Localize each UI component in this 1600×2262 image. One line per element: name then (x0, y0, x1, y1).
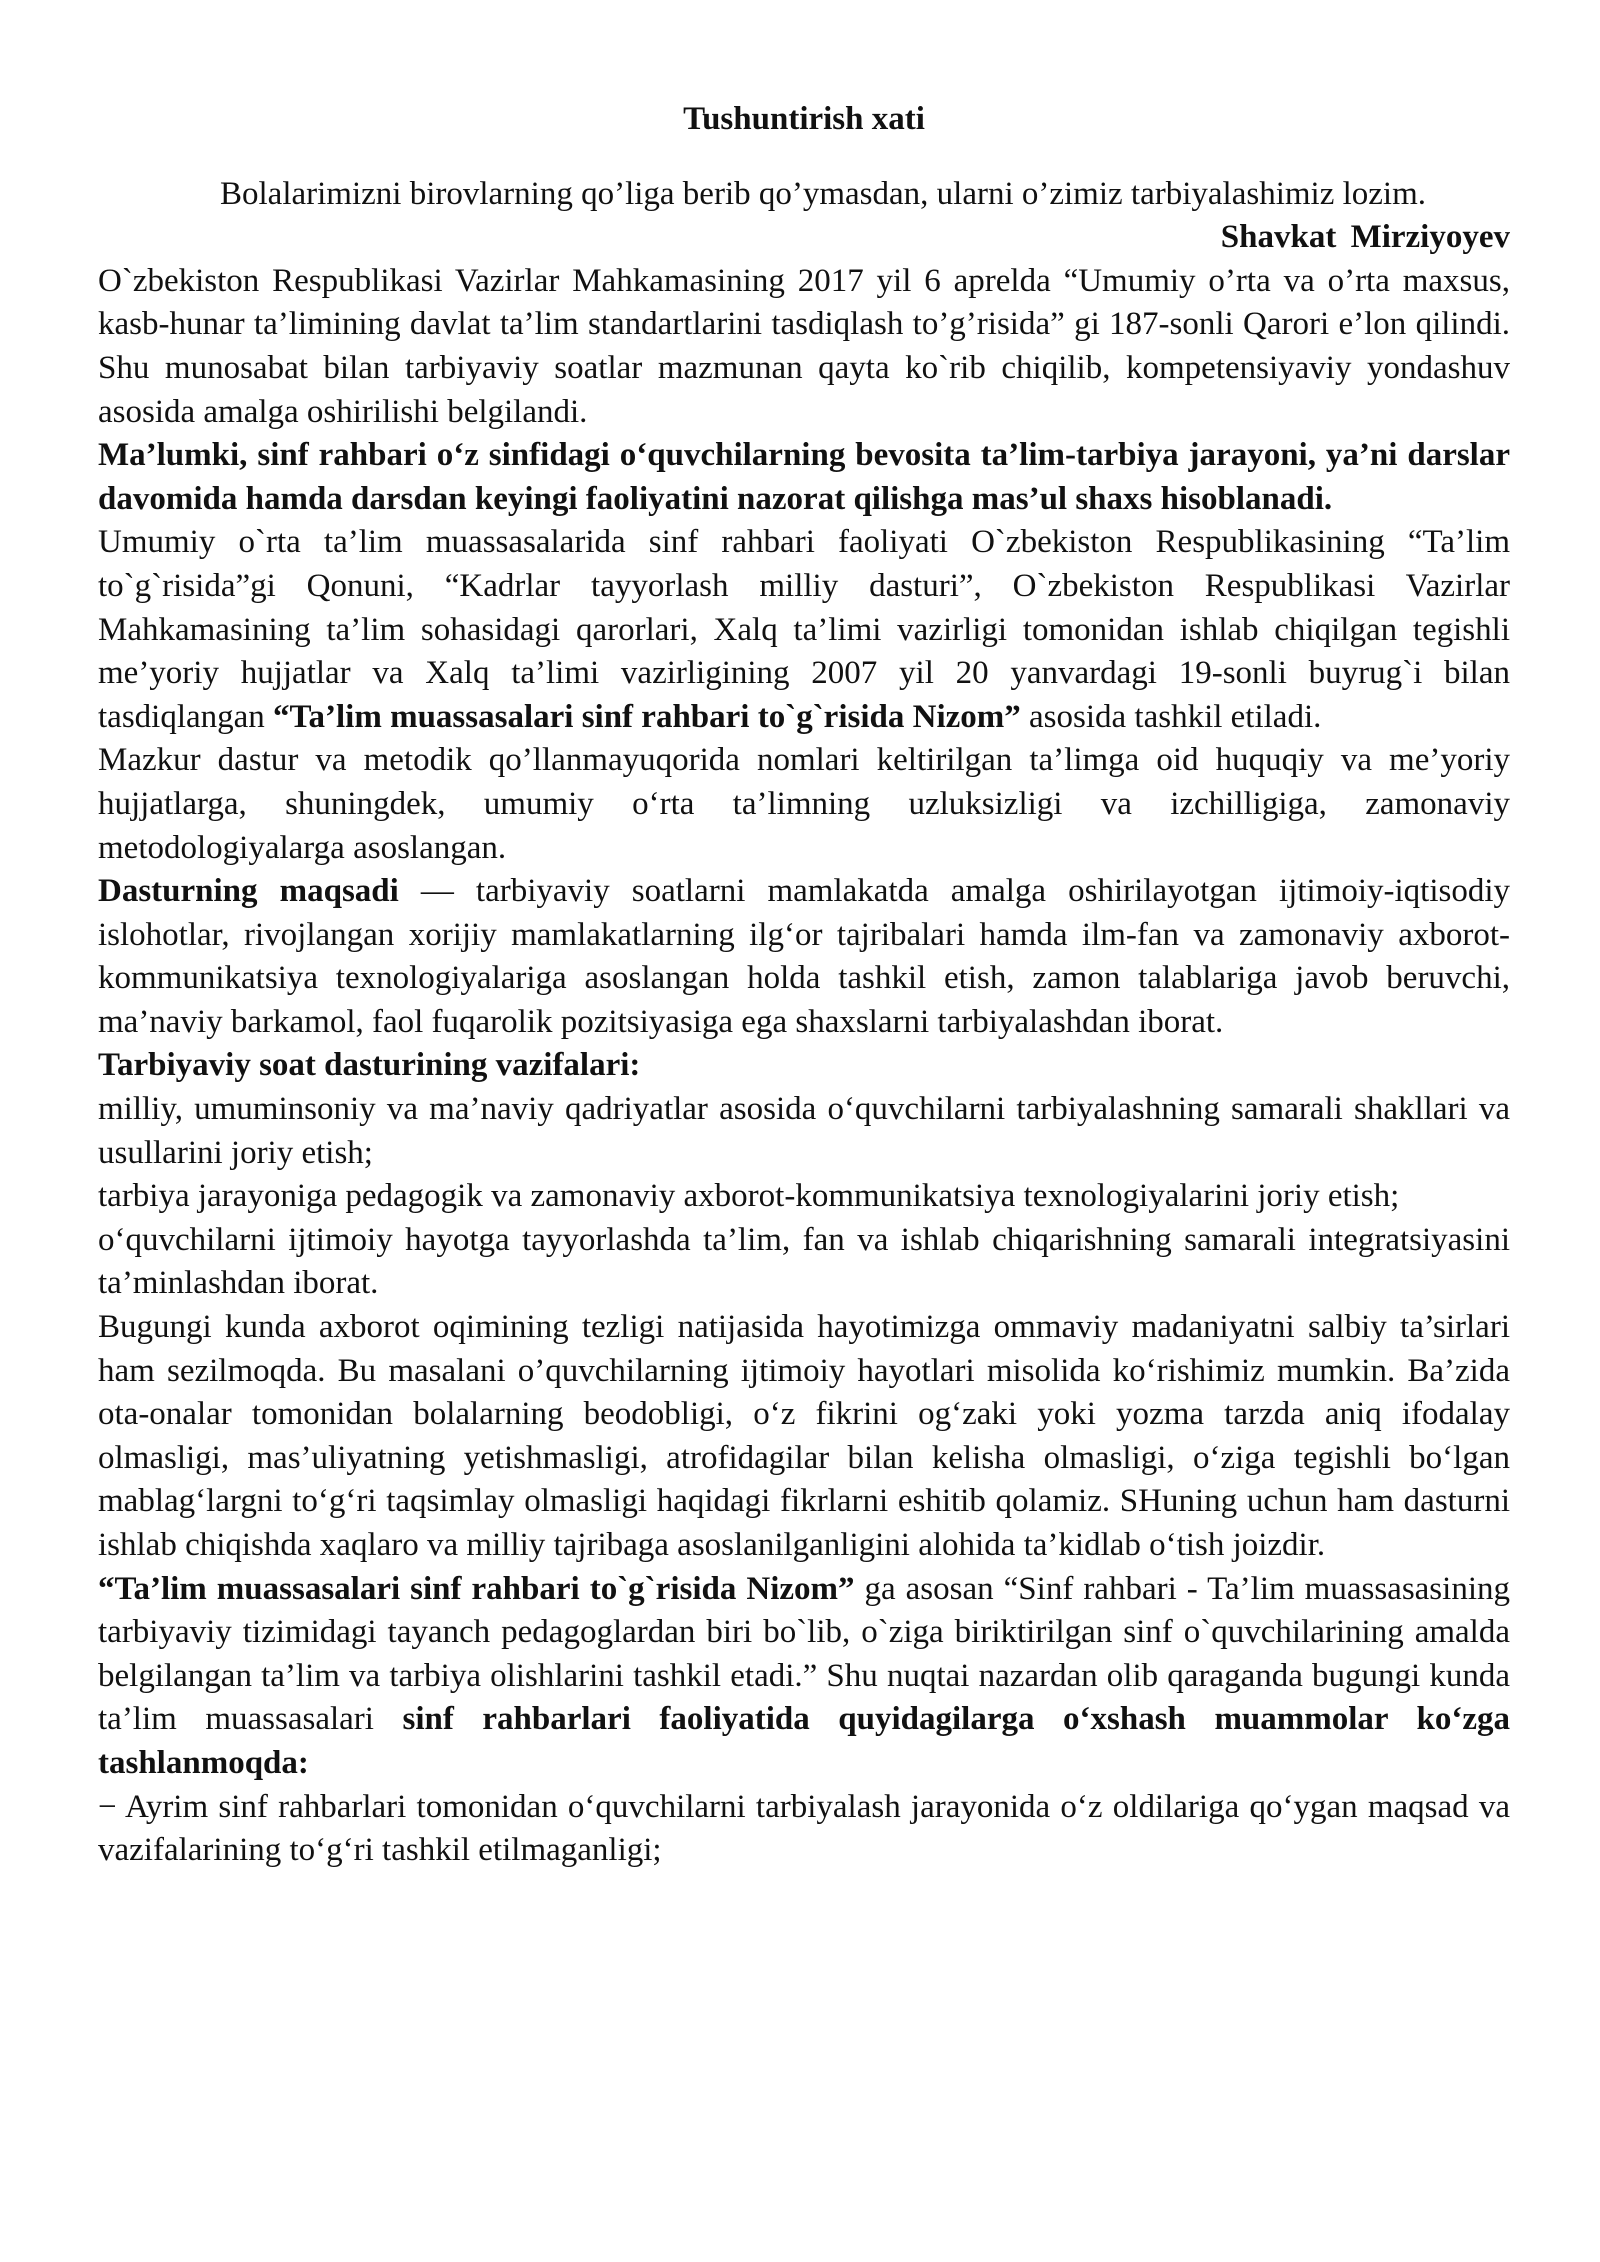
task-item: oʻquvchilarni ijtimoiy hayotga tayyorlashda ta’lim, fan va ishlab chiqarishning samarali integratsiyasini ta’minlashdan iborat. (98, 1221, 1510, 1302)
tasks-heading (98, 1044, 1510, 1088)
bold-statement: Ma’lumki, sinf rahbari oʻz sinfidagi oʻquvchilarning bevosita ta’lim-tarbiya jarayoni, ya’ni darslar davomida hamda darsdan keyingi faoliyatini nazorat qilishga mas’ul shaxs hisoblanadi. (98, 437, 1510, 517)
legal-basis-text: Umumiy o`rta ta’lim muassasalarida sinf rahbari faoliyati O`zbekiston Respublikasining “Ta’lim to`g`risida”gi Qonuni, “Kadrlar tayyorlash milliy dasturi”, O`zbekiston Respublikasi Vazirlar Mahkamasining ta’lim sohasidagi qarorlari, Xalq ta’limi vazirligi tomonidan ishlab chiqilgan tegishli me’yoriy hujjatlar va Xalq ta’limi vazirligining 2007 yil 20 yanvardagi 19-sonli buyrug`i bilan tasdiqlangan (98, 524, 1510, 735)
document-page (98, 98, 1510, 1873)
paragraph-regulation-quote (98, 1568, 1510, 1786)
regulation-title: “Ta’lim muassasalari sinf rahbari to`g`risida Nizom” (98, 1570, 855, 1607)
task-item: tarbiya jarayoniga pedagogik va zamonaviy axborot-kommunikatsiya texnologiyalarini joriy etish; (98, 1178, 1400, 1215)
paragraph-legal-basis (98, 521, 1510, 739)
problems-intro: sinf rahbarlari faoliyatida quyidagilarga oʻxshash muammolar koʻzga tashlanmoqda: (98, 1701, 1511, 1781)
epigraph: Bolalarimizni birovlarning qo’liga berib qo’ymasdan, ularni o’zimiz tarbiyalashimiz lozim. (220, 175, 1426, 212)
program-goal-text: — tarbiyaviy soatlarni mamlakatda amalga oshirilayotgan ijtimoiy-iqtisodiy islohotlar, rivojlangan xorijiy mamlakatlarning ilgʻor tajribalari hamda ilm-fan va zamonaviy axborot-kommunikatsiya texnologiyalariga asoslangan holda tashkil etish, zamon talablariga javob beruvchi, ma’naviy barkamol, faol fuqarolik pozitsiyasiga ega shaxslarni tarbiyalashdan iborat. (98, 873, 1510, 1040)
paragraph-program-goal (98, 870, 1510, 1044)
document-title: Tushuntirish xati (683, 101, 925, 137)
paragraph-media-influence: Bugungi kunda axborot oqimining tezligi natijasida hayotimizga ommaviy madaniyatni salbiy ta’sirlari ham sezilmoqda. Bu masalani o’quvchilarning ijtimoiy hayotlari misolida koʻrishimiz mumkin. Ba’zida ota-onalar tomonidan bolalarning beodobligi, oʻz fikrini ogʻzaki yoki yozma tarzda aniq ifodalay olmasligi, mas’uliyatning yetishmasligi, atrofidagilar bilan kelisha olmasligi, oʻziga tegishli boʻlgan mablagʻlargni toʻgʻri taqsimlay olmasligi haqidagi fikrlarni eshitib qolamiz. SHuning uchun ham dasturni ishlab chiqishda xaqlaro va milliy tajribaga asoslanilganligini alohida ta’kidlab oʻtish joizdir. (98, 1309, 1510, 1563)
epigraph-author: Shavkat Mirziyoyev (1220, 219, 1510, 256)
regulation-title: “Ta’lim muassasalari sinf rahbari to`g`risida Nizom” (273, 698, 1021, 735)
legal-basis-tail: asosida tashkil etiladi. (1020, 698, 1322, 735)
tasks-heading-text: Tarbiyaviy soat dasturining vazifalari: (98, 1047, 641, 1084)
problem-item: − Ayrim sinf rahbarlari tomonidan oʻquvchilarni tarbiyalash jarayonida oʻz oldilariga qoʻygan maqsad va vazifalarining toʻgʻri tashkil etilmaganligi; (98, 1788, 1510, 1869)
program-goal-label: Dasturning maqsadi (98, 873, 399, 910)
regulation-quote-text: ga asosan “Sinf rahbari - Ta’lim muassasasining tarbiyaviy tizimidagi tayanch pedagoglardan biri bo`lib, o`ziga biriktirilgan sinf o`quvchilarining amalda belgilangan ta’lim va tarbiya olishlarini tashkil etadi.” Shu nuqtai nazardan olib qaraganda bugungi kunda ta’lim muassasalari (98, 1570, 1510, 1738)
paragraph-class-leader-role (98, 434, 1510, 521)
task-item: milliy, umuminsoniy va ma’naviy qadriyatlar asosida oʻquvchilarni tarbiyalashning samarali shakllari va usullarini joriy etish; (98, 1091, 1510, 1171)
paragraph-decree: O`zbekiston Respublikasi Vazirlar Mahkamasining 2017 yil 6 aprelda “Umumiy o’rta va o’rta maxsus, kasb-hunar ta’limining davlat ta’lim standartlarini tasdiqlash to’g’risida” gi 187-sonli Qarori e’lon qilindi. Shu munosabat bilan tarbiyaviy soatlar mazmunan qayta ko`rib chiqilib, kompetensiyaviy yondashuv asosida amalga oshirilishi belgilandi. (98, 262, 1510, 430)
paragraph-methodology: Mazkur dastur va metodik qo’llanmayuqorida nomlari keltirilgan ta’limga oid huquqiy va me’yoriy hujjatlarga, shuningdek, umumiy oʻrta ta’limning uzluksizligi va izchilligiga, zamonaviy metodologiyalarga asoslangan. (98, 742, 1510, 866)
